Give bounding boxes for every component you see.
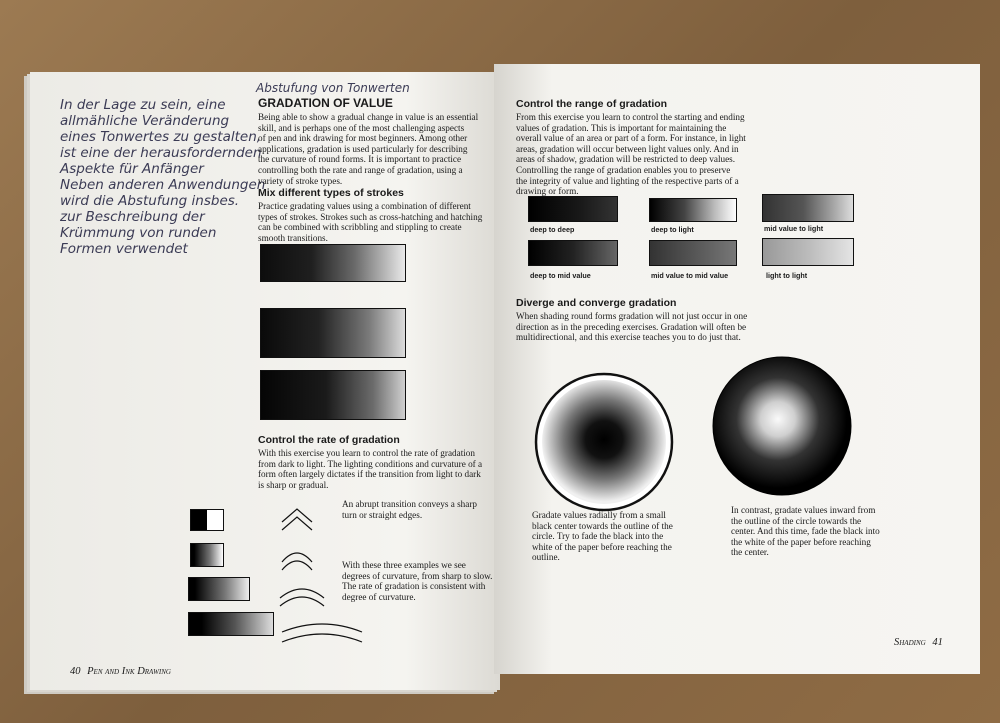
note-line: allmähliche Veränderung xyxy=(60,113,230,129)
left-footer xyxy=(70,666,171,677)
diverge-heading: Diverge and converge gradation xyxy=(516,297,677,309)
chapter-title: Shading xyxy=(894,637,926,648)
right-page xyxy=(494,64,980,674)
abrupt-caption: An abrupt transition conveys a sharp turn or straight edges. xyxy=(342,499,477,520)
note-line: In der Lage zu sein, eine xyxy=(60,97,226,113)
swatch-label: light to light xyxy=(766,271,808,280)
note-line: Formen verwendet xyxy=(60,241,188,257)
stroke-swatch-stippling xyxy=(260,244,406,282)
note-line: Krümmung von runden xyxy=(60,225,217,241)
swatch-mid-to-mid xyxy=(649,240,737,266)
circle2-caption: In contrast, gradate values inward from the outline of the circle towards the center. And this time, fade the black into the white of the paper before reaching the center. xyxy=(731,505,880,558)
stroke-swatch-scribble xyxy=(260,370,406,420)
swatch-deep-to-light xyxy=(649,198,737,222)
swatch-light-to-light xyxy=(762,238,854,266)
range-paragraph: From this exercise you learn to control the starting and ending values of gradation. This is important for maintaining the overall value of an area or part of a form. For instance, in light areas, gradation will occur between light values only. And in areas of shadow, gradation will be restricted to deep values. Controlling the range of gradation enables you to preserve the integrity of value and lighting of the respective parts of a drawing or form. xyxy=(516,112,746,197)
circle-converge xyxy=(712,356,852,496)
swatch-label: deep to mid value xyxy=(530,271,591,280)
page-number: 40 xyxy=(70,666,81,677)
note-line: Aspekte für Anfänger xyxy=(60,161,204,177)
swatch-label: deep to deep xyxy=(530,225,575,234)
circle-diverge xyxy=(534,372,674,512)
mix-strokes-heading: Mix different types of strokes xyxy=(258,187,404,199)
swatch-mid-to-light xyxy=(762,194,854,222)
rate-square-medium xyxy=(190,543,224,567)
circle1-caption: Gradate values radially from a small black center towards the outline of the circle. Try to fade the black into the white of the paper before reaching the outline. xyxy=(532,510,673,563)
note-line: Neben anderen Anwendungen xyxy=(60,177,266,193)
rate-square-abrupt xyxy=(190,509,224,531)
note-line: wird die Abstufung insbes. xyxy=(60,193,240,209)
intro-paragraph: Being able to show a gradual change in value is an essential skill, and is perhaps one of the most challenging aspects of pen and ink drawing for most beginners. Among other applications, gradation is used particularly for describing the curvature of round forms. It is important to practice controlling both the rate and range of gradation, using a variety of stroke types. xyxy=(258,112,479,186)
note-line: eines Tonwertes zu gestalten, xyxy=(60,129,262,145)
rate-bar-slowest xyxy=(188,612,274,636)
note-line: zur Beschreibung der xyxy=(60,209,205,225)
diverge-paragraph: When shading round forms gradation will not just occur in one direction as in the preceding exercises. Gradation will often be multidirectional, and this exercise teaches you to do just that. xyxy=(516,311,748,343)
mix-strokes-paragraph: Practice gradating values using a combination of different types of strokes. Strokes such as cross-hatching and hatching can be combined with scribbling and stippling to create smooth transitions. xyxy=(258,201,483,243)
page-title: GRADATION OF VALUE xyxy=(258,96,393,110)
swatch-deep-to-mid xyxy=(528,240,618,266)
handwritten-margin-note xyxy=(60,97,265,257)
three-examples-caption: With these three examples we see degrees of curvature, from sharp to slow. The rate of gradation is consistent with degree of curvature. xyxy=(342,560,493,602)
book-title: Pen and Ink Drawing xyxy=(87,666,171,677)
swatch-label: deep to light xyxy=(651,225,694,234)
open-book xyxy=(22,62,980,702)
rate-paragraph: With this exercise you learn to control the rate of gradation from dark to light. The lighting conditions and curvature of a form often largely dictates if the transition from light to dark is sharp or gradual. xyxy=(258,448,483,490)
handwritten-title: Abstufung von Tonwerten xyxy=(256,81,410,95)
stroke-swatch-hatching xyxy=(260,308,406,358)
left-page xyxy=(30,72,500,690)
range-heading: Control the range of gradation xyxy=(516,98,668,110)
page-number: 41 xyxy=(932,637,943,648)
swatch-label: mid value to mid value xyxy=(651,271,729,280)
right-footer xyxy=(894,637,943,648)
rate-bar-slow xyxy=(188,577,250,601)
swatch-label: mid value to light xyxy=(764,224,824,233)
swatch-deep-to-deep xyxy=(528,196,618,222)
note-line: ist eine der herausfordernden xyxy=(60,145,262,161)
rate-heading: Control the rate of gradation xyxy=(258,434,400,446)
